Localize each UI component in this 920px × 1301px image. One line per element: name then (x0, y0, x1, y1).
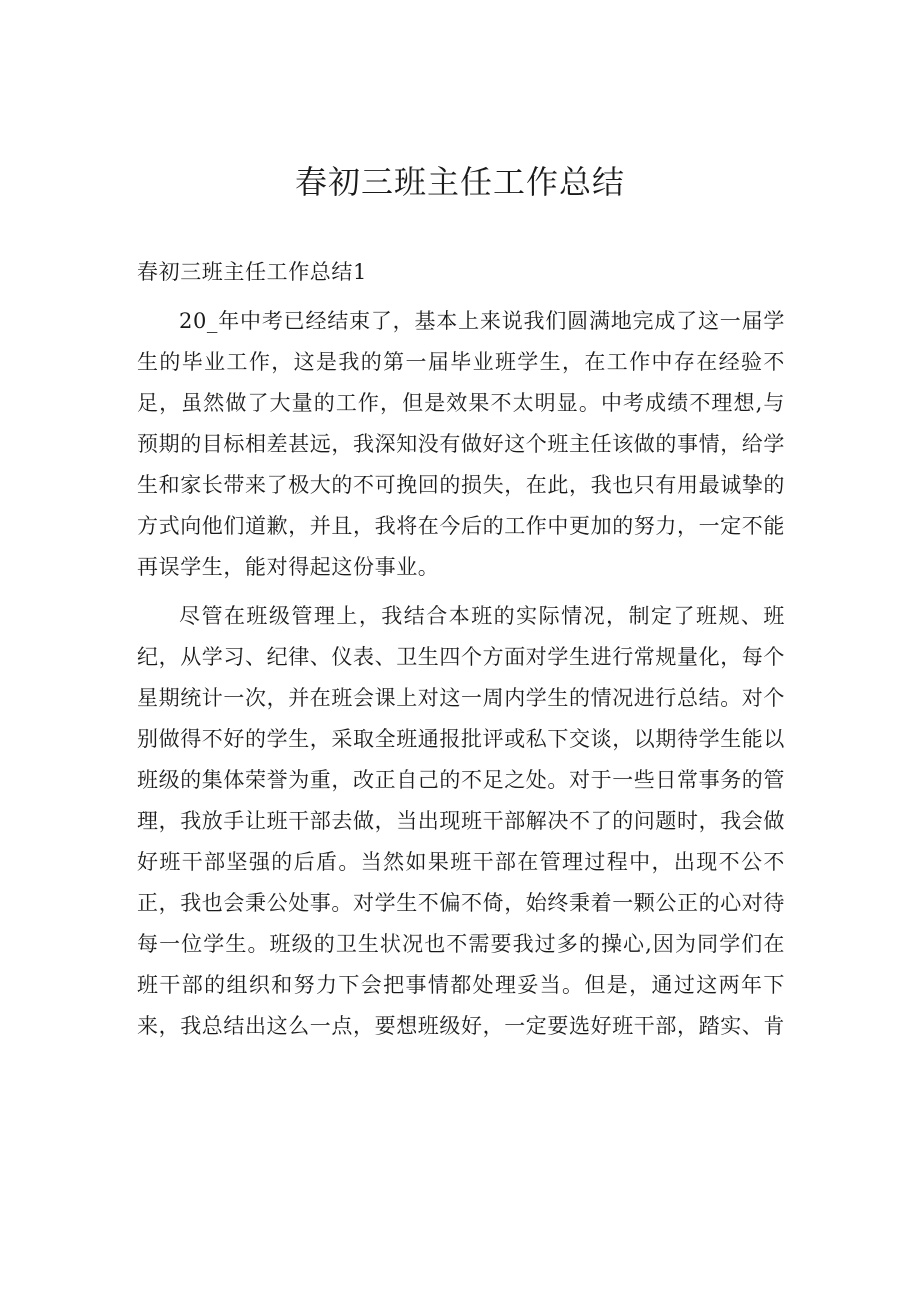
document-title: 春初三班主任工作总结 (294, 163, 625, 201)
paragraph-1: 20_年中考已经结束了，基本上来说我们圆满地完成了这一届学生的毕业工作，这是我的第一届毕业班学生，在工作中存在经验不足，虽然做了大量的工作，但是效果不太明显。中考成绩不理想,与预期的目标相差甚远，我深知没有做好这个班主任该做的事情，给学生和家长带来了极大的不可挽回的损失，在此，我也只有用最诚挚的方式向他们道歉，并且，我将在今后的工作中更加的努力，一定不能再误学生，能对得起这份事业。 (137, 309, 785, 579)
document-body (137, 252, 785, 1055)
section-heading: 春初三班主任工作总结1 (137, 260, 367, 284)
paragraph-2: 尽管在班级管理上，我结合本班的实际情况，制定了班规、班纪，从学习、纪律、仪表、卫生四个方面对学生进行常规量化，每个星期统计一次，并在班会课上对这一周内学生的情况进行总结。对个别做得不好的学生，采取全班通报批评或私下交谈，以期待学生能以班级的集体荣誉为重，改正自己的不足之处。对于一些日常事务的管理，我放手让班干部去做，当出现班干部解决不了的问题时，我会做好班干部坚强的后盾。当然如果班干部在管理过程中，出现不公不正，我也会秉公处事。对学生不偏不倚，始终秉着一颗公正的心对待每一位学生。班级的卫生状况也不需要我过多的操心,因为同学们在班干部的组织和努力下会把事情都处理妥当。但是，通过这两年下来，我总结出这么一点，要想班级好，一定要选好班干部，踏实、肯 (137, 604, 785, 1038)
